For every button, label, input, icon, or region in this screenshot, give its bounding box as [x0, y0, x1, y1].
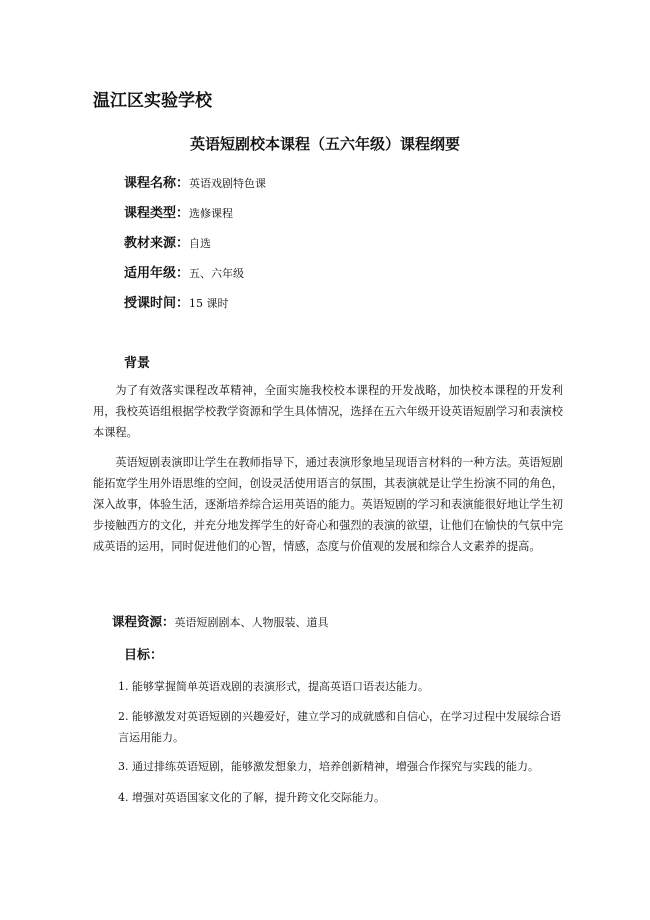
meta-value: 15 课时: [189, 297, 229, 310]
goal-text: 1. 能够掌握简单英语戏剧的表演形式，提高英语口语表达能力。: [118, 680, 429, 693]
goal-text: 4. 增强对英语国家文化的了解，提升跨文化交际能力。: [118, 791, 385, 804]
meta-teaching-hours: [124, 292, 229, 311]
school-name: 温江区实验学校: [93, 91, 212, 111]
goal-item: [93, 787, 568, 808]
meta-label: 授课时间：: [124, 296, 190, 311]
course-resources: [112, 612, 329, 630]
goal-item: [93, 676, 568, 697]
meta-label: 适用年级：: [124, 266, 190, 281]
meta-material-source: [124, 232, 211, 251]
background-paragraph: 英语短剧表演即让学生在教师指导下，通过表演形象地呈现语言材料的一种方法。英语短剧能拓宽学生用外语思维的空间，创设灵活使用语言的氛围，其表演就是让学生扮演不同的角色，深入故事，体验生活，逐渐培养综合运用英语的能力。英语短剧的学习和表演能很好地让学生初步接触西方的文化，并充分地发挥学生的好奇心和强烈的表演的欲望，让他们在愉快的气氛中完成英语的运用，同时促进他们的心智，情感，态度与价值观的发展和综合人文素养的提高。: [93, 456, 563, 553]
meta-course-name: [124, 172, 266, 191]
resources-value: 英语短剧剧本、人物服装、道具: [174, 616, 329, 629]
meta-label: 教材来源：: [124, 236, 190, 251]
meta-label: 课程名称：: [124, 176, 190, 191]
meta-grade: [124, 262, 244, 281]
goal-item: [93, 706, 568, 748]
document-title: 英语短剧校本课程（五六年级）课程纲要: [189, 135, 460, 153]
resources-label: 课程资源：: [112, 614, 175, 629]
goals-heading: 目标：: [124, 648, 164, 663]
goal-text: 2. 能够激发对英语短剧的兴趣爱好，建立学习的成就感和自信心，在学习过程中发展综合语言运用能力。: [118, 710, 561, 744]
meta-label: 课程类型：: [124, 206, 190, 221]
meta-value: 英语戏剧特色课: [189, 177, 267, 190]
goal-text: 3. 通过排练英语短剧，能够激发想象力，培养创新精神，增强合作探究与实践的能力。: [118, 760, 539, 773]
goal-item: [93, 756, 568, 777]
background-paragraph: 为了有效落实课程改革精神，全面实施我校校本课程的开发战略，加快校本课程的开发利用，我校英语组根据学校教学资源和学生具体情况，选择在五六年级开设英语短剧学习和表演校本课程。: [93, 384, 563, 439]
background-heading: 背景: [124, 356, 151, 371]
meta-value: 选修课程: [189, 207, 234, 220]
meta-value: 五、六年级: [189, 267, 245, 280]
meta-course-type: [124, 202, 233, 221]
meta-value: 自选: [189, 237, 212, 250]
